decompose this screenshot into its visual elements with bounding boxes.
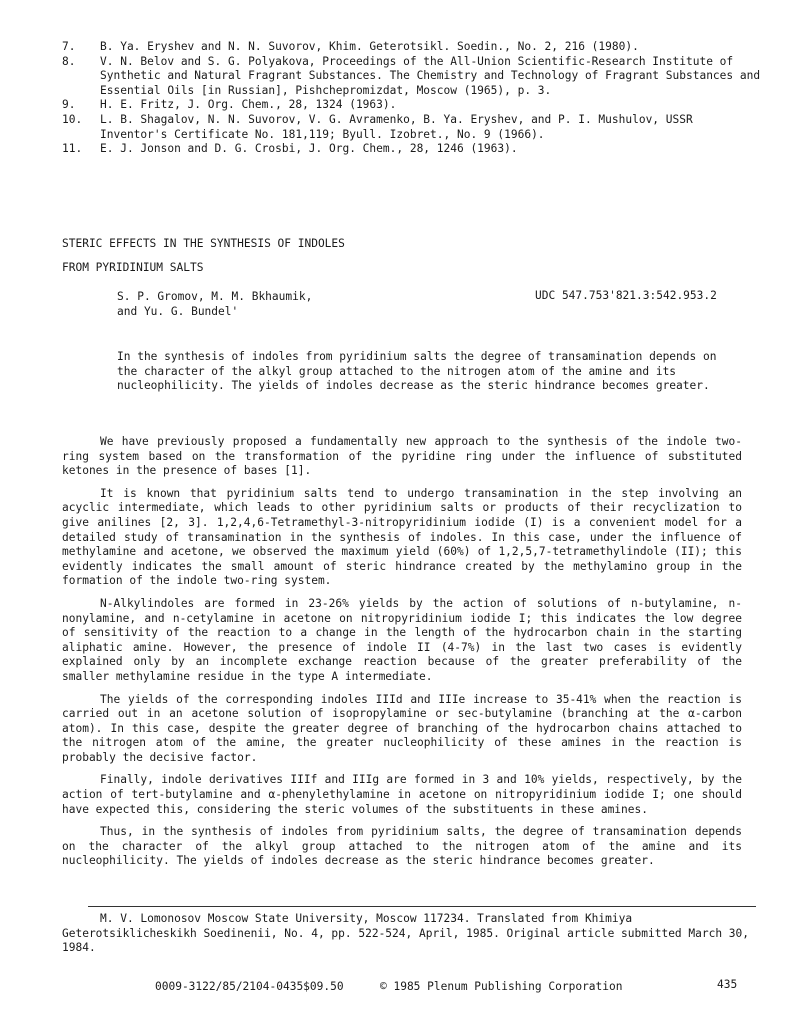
article-title-line-1: STERIC EFFECTS IN THE SYNTHESIS OF INDOLES [62, 237, 345, 250]
copyright-notice: © 1985 Plenum Publishing Corporation [380, 980, 623, 993]
body-paragraph: The yields of the corresponding indoles IIId and IIIe increase to 35-41% when the reaction is carried out in an acetone solution of isopropylamine or sec-butylamine (branching at the α-carbon atom). In this case, despite the greater degree of branching of the hydrocarbon chains attached to the nitrogen atom of the amine, the greater nucleophilicity of these amines in the reaction is probably the decisive factor. [62, 692, 742, 764]
reference-text: E. J. Jonson and D. G. Crosbi, J. Org. Chem., 28, 1246 (1963). [100, 142, 518, 156]
reference-text: H. E. Fritz, J. Org. Chem., 28, 1324 (1963). [100, 98, 397, 112]
body-paragraph: Thus, in the synthesis of indoles from pyridinium salts, the degree of transamination depends on the character of the alkyl group attached to the nitrogen atom of the amine and its nucleophilicity. The yields of indoles decrease as the steric hindrance becomes greater. [62, 825, 742, 868]
footnote: M. V. Lomonosov Moscow State University, Moscow 117234. Translated from Khimiya Geterotsiklicheskikh Soedinenii, No. 4, pp. 522-524, April, 1985. Original article submitted March 30, 1984. [62, 912, 750, 955]
reference-text: V. N. Belov and S. G. Polyakova, Proceedings of the All-Union Scientific-Research Institute of Synthetic and Natural Fragrant Substances. The Chemistry and Technology of Fragrant Substances and Essential Oils [in Russian], Pishchepromizdat, Moscow (1965), p. 3. [100, 54, 761, 97]
reference-item [62, 55, 762, 99]
reference-item [62, 142, 762, 157]
authors-line-1: S. P. Gromov, M. M. Bkhaumik, [117, 290, 313, 303]
reference-item [62, 113, 762, 142]
reference-number: 8. [62, 54, 76, 68]
abstract: In the synthesis of indoles from pyridinium salts the degree of transamination depends on the character of the alkyl group attached to the nitrogen atom of the amine and its nucleophilicity. The yields of indoles decrease as the steric hindrance becomes greater. [117, 350, 717, 393]
article-title-line-2: FROM PYRIDINIUM SALTS [62, 261, 204, 274]
body-paragraph: We have previously proposed a fundamentally new approach to the synthesis of the indole two-ring system based on the transformation of the pyridine ring under the influence of substituted ketones in the presence of bases [1]. [62, 435, 742, 478]
reference-list [62, 40, 762, 157]
reference-item [62, 98, 762, 113]
page-number: 435 [717, 978, 738, 991]
reference-text: L. B. Shagalov, N. N. Suvorov, V. G. Avramenko, B. Ya. Eryshev, and P. I. Mushulov, USSR Inventor's Certificate No. 181,119; Byull. Izobret., No. 9 (1966). [100, 112, 693, 141]
reference-number: 7. [62, 40, 76, 53]
reference-text: B. Ya. Eryshev and N. N. Suvorov, Khim. Geterotsikl. Soedin., No. 2, 216 (1980). [100, 40, 639, 53]
authors-line-2: and Yu. G. Bundel' [117, 305, 239, 318]
body-paragraph: Finally, indole derivatives IIIf and IIIg are formed in 3 and 10% yields, respectively, by the action of tert-butylamine and α-phenylethylamine in acetone on nitropyridinium iodide I; one should have expected this, considering the steric volumes of the substituents in these amines. [62, 773, 742, 816]
reference-number: 10. [62, 112, 83, 126]
body-paragraph: N-Alkylindoles are formed in 23-26% yields by the action of solutions of n-butylamine, n-nonylamine, and n-cetylamine in acetone on nitropyridinium iodide I; this indicates the low degree of sensitivity of the reaction to a change in the length of the hydrocarbon chain in the starting aliphatic amine. However, the presence of indole II (4-7%) in the last two cases is evidently explained only by an incomplete exchange reaction because of the greater preferability of the smaller methylamine residue in the type A intermediate. [62, 596, 742, 683]
udc-code: UDC 547.753'821.3:542.953.2 [535, 289, 717, 302]
author-list [117, 289, 417, 319]
body-paragraph: It is known that pyridinium salts tend to undergo transamination in the step involving an acyclic intermediate, which leads to other pyridinium salts or products of their recyclization to give anilines [2, 3]. 1,2,4,6-Tetramethyl-3-nitropyridinium iodide (I) is a convenient model for a detailed study of transamination in the synthesis of indoles. In this case, under the influence of methylamine and acetone, we observed the maximum yield (60%) of 1,2,5,7-tetramethylindole (II); this evidently indicates the small amount of steric hindrance created by the methylamino group in the formation of the indole two-ring system. [62, 486, 742, 588]
article-body [62, 435, 742, 877]
issn-code: 0009-3122/85/2104-0435$09.50 [155, 980, 344, 993]
reference-number: 9. [62, 98, 76, 112]
reference-item [62, 40, 762, 55]
reference-number: 11. [62, 142, 83, 156]
footnote-divider [88, 906, 756, 907]
